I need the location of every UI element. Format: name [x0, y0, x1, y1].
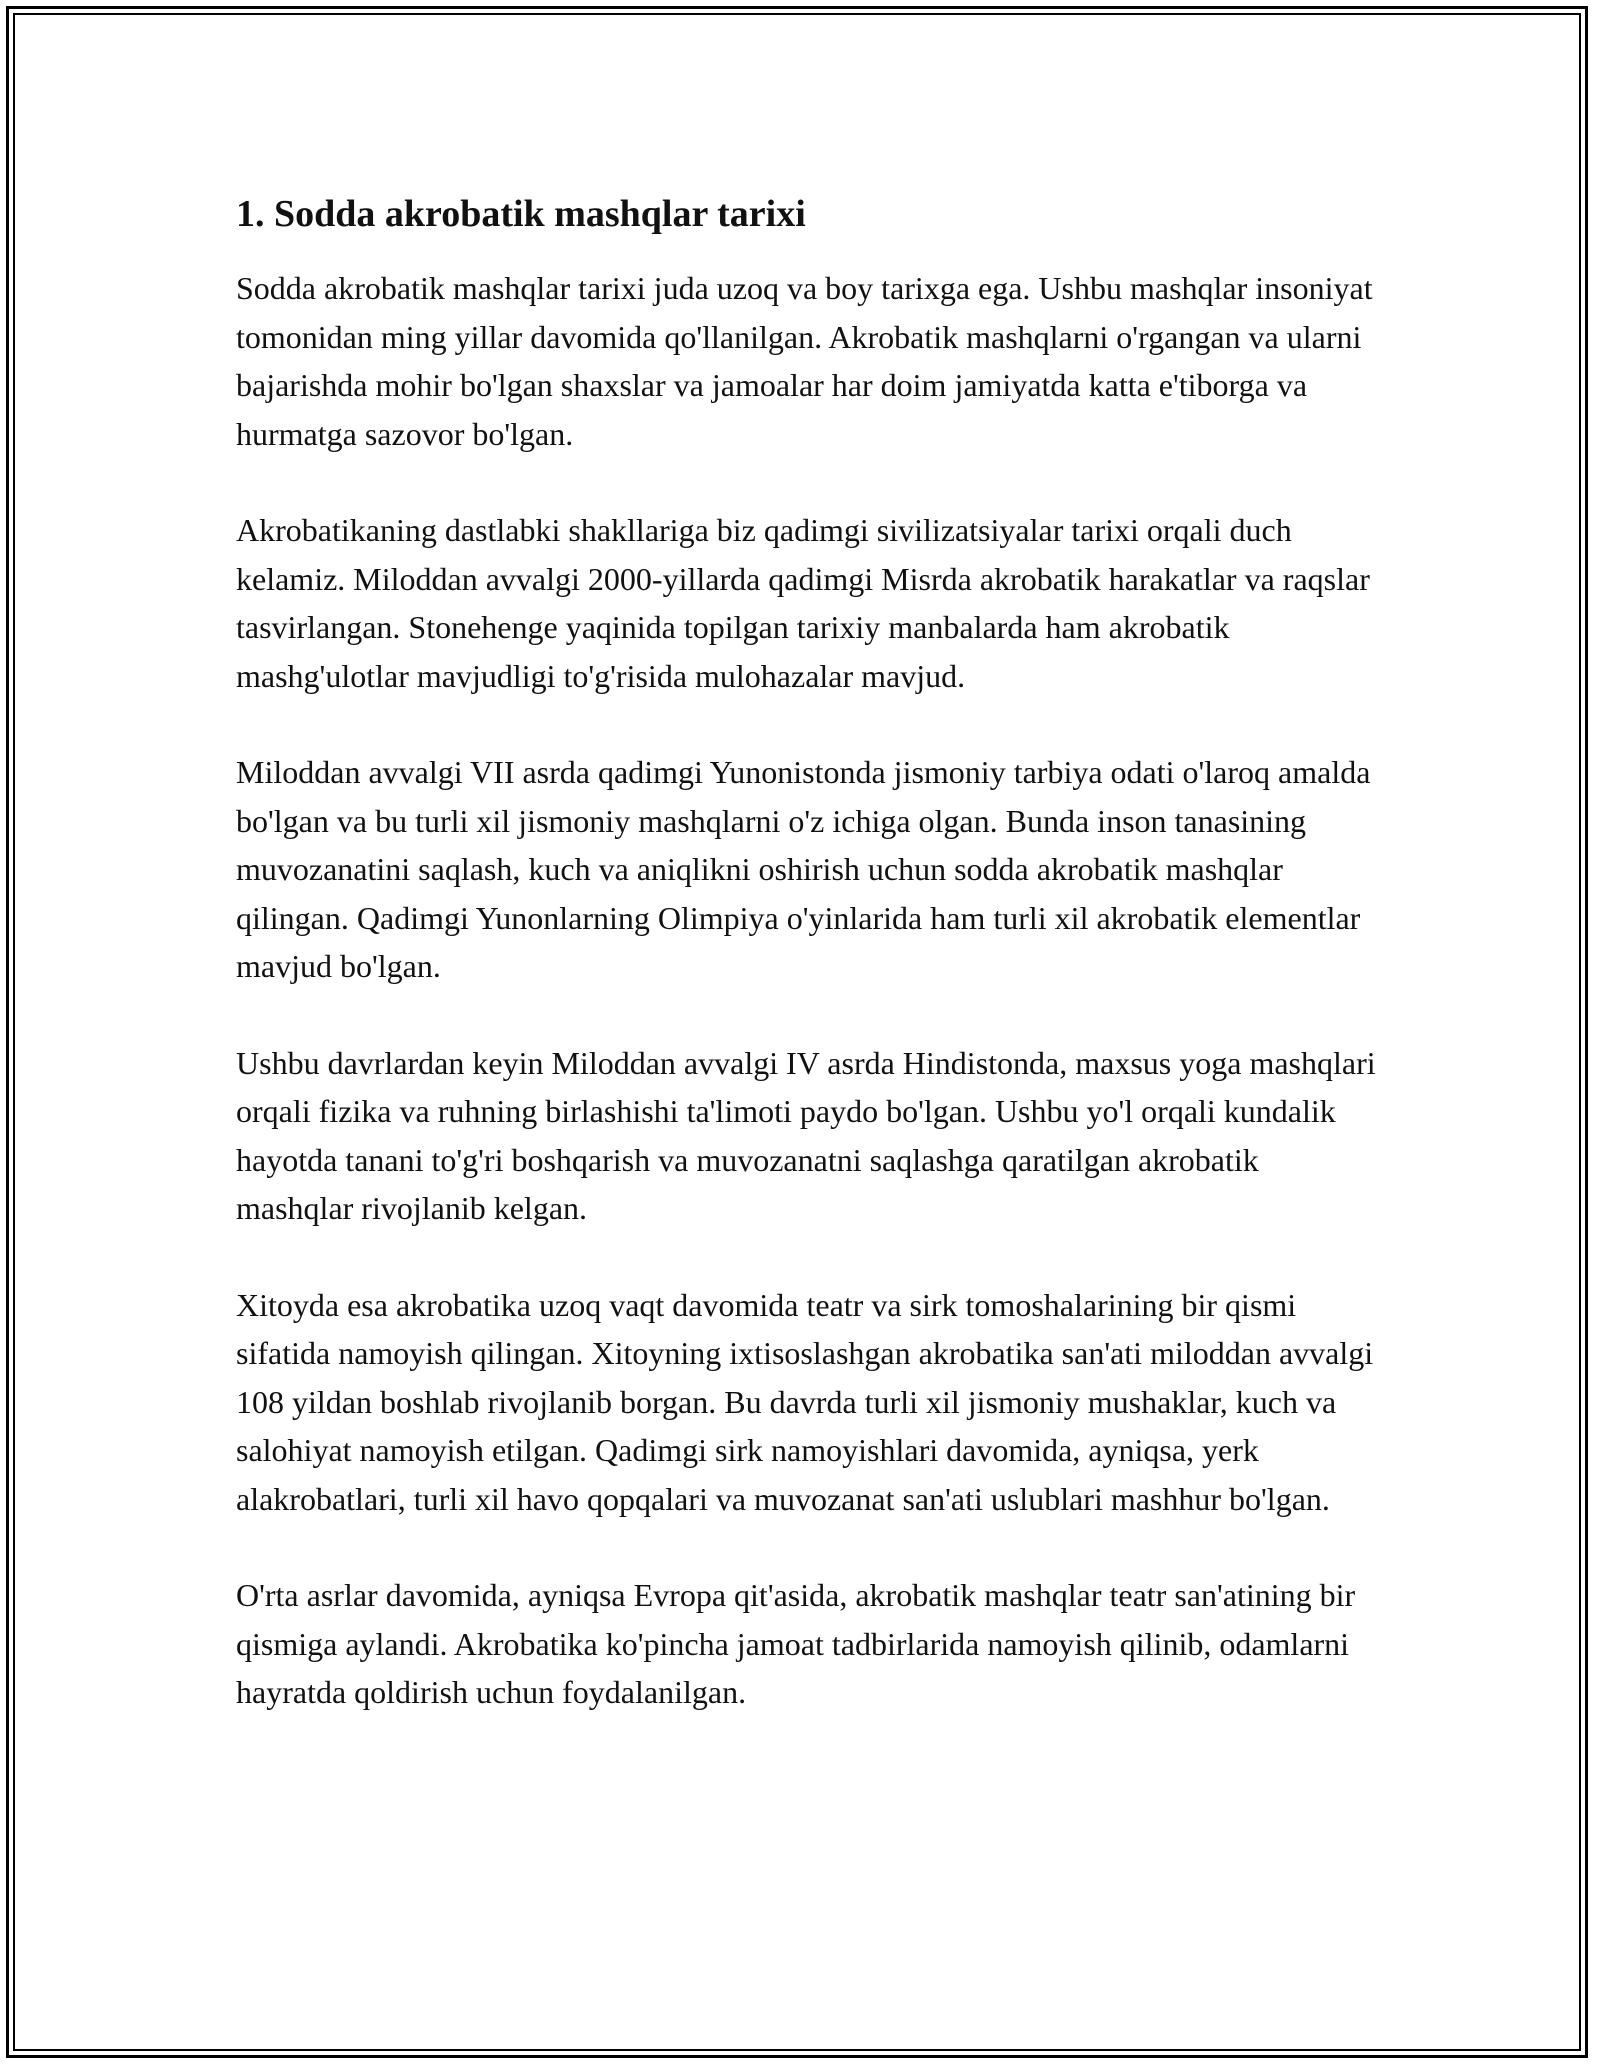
paragraph-2: Akrobatikaning dastlabki shakllariga biz qadimgi sivilizatsiyalar tarixi orqali duch kelamiz. Miloddan avvalgi 2000-yillarda qadimgi Misrda akrobatik harakatlar va raqslar tasvirlangan. Stonehenge yaqinida topilgan tarixiy manbalarda ham akrobatik mashg'ulotlar mavjudligi to'g'risida mulohazalar mavjud. [236, 512, 1370, 694]
paragraph-6: O'rta asrlar davomida, ayniqsa Evropa qit'asida, akrobatik mashqlar teatr san'atining bir qismiga aylandi. Akrobatika ko'pincha jamoat tadbirlarida namoyish qilinib, odamlarni hayratda qoldirish uchun foydalanilgan. [236, 1577, 1356, 1710]
paragraph-5: Xitoyda esa akrobatika uzoq vaqt davomida teatr va sirk tomoshalarining bir qismi sifatida namoyish qilingan. Xitoyning ixtisoslashgan akrobatika san'ati miloddan avvalgi 108 yildan boshlab rivojlanib borgan. Bu davrda turli xil jismoniy mushaklar, kuch va salohiyat namoyish etilgan. Qadimgi sirk namoyishlari davomida, ayniqsa, yerk alakrobatlari, turli xil havo qopqalari va muvozanat san'ati uslublari mashhur bo'lgan. [236, 1286, 1374, 1517]
document-body [236, 186, 1376, 1765]
paragraph-4: Ushbu davrlardan keyin Miloddan avvalgi IV asrda Hindistonda, maxsus yoga mashqlari orqali fizika va ruhning birlashishi ta'limoti paydo bo'lgan. Ushbu yo'l orqali kundalik hayotda tanani to'g'ri boshqarish va muvozanatni saqlashga qaratilgan akrobatik mashqlar rivojlanib kelgan. [236, 1044, 1376, 1226]
paragraph-1: Sodda akrobatik mashqlar tarixi juda uzoq va boy tarixga ega. Ushbu mashqlar insoniyat tomonidan ming yillar davomida qo'llanilgan. Akrobatik mashqlarni o'rgangan va ularni bajarishda mohir bo'lgan shaxslar va jamoalar har doim jamiyatda katta e'tiborga va hurmatga sazovor bo'lgan. [236, 270, 1373, 452]
section-title: 1. Sodda akrobatik mashqlar tarixi [236, 193, 806, 235]
paragraph-3: Miloddan avvalgi VII asrda qadimgi Yunonistonda jismoniy tarbiya odati o'laroq amalda bo'lgan va bu turli xil jismoniy mashqlarni o'z ichiga olgan. Bunda inson tanasining muvozanatini saqlash, kuch va aniqlikni oshirish uchun sodda akrobatik mashqlar qilingan. Qadimgi Yunonlarning Olimpiya o'yinlarida ham turli xil akrobatik elementlar mavjud bo'lgan. [236, 754, 1371, 984]
